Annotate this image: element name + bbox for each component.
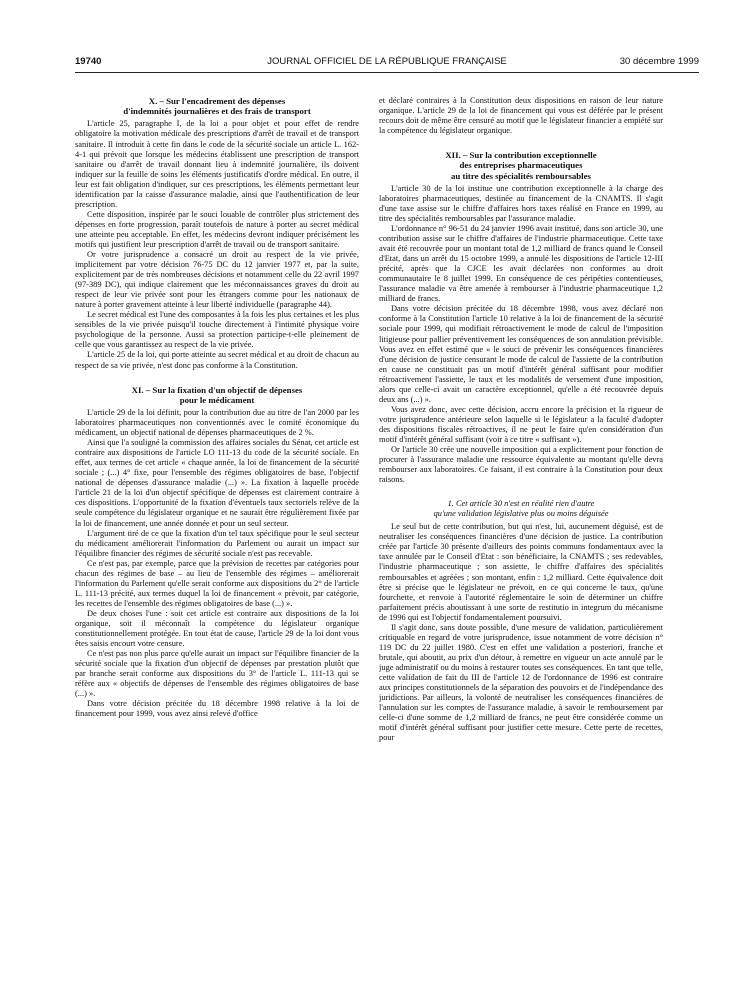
right-column <box>379 96 663 976</box>
section-xii-title-line3: au titre des spécialités remboursables <box>451 170 591 181</box>
section-xii-paragraph: Or l'article 30 crée une nouvelle imposition qui a explicitement pour fonction de procurer à l'assurance maladie une ressource équivalente au montant qu'elle devra rembourser aux laboratoires. Ce faisant, il est contraire à la Constitution pour deux raisons. <box>379 445 663 485</box>
continued-paragraph: et déclaré contraires à la Constitution deux dispositions en raison de leur nature organique. L'article 29 de la loi de financement qui vous est déférée par le présent recours doit de même être censuré au motif que le législateur financier a empiété sur la compétence du législateur organique. <box>379 96 663 136</box>
subsection-1-title-line1: 1. Cet article 30 n'est en réalité rien d'autre <box>447 499 595 509</box>
section-xi-paragraph: L'article 29 de la loi définit, pour la contribution due au titre de l'an 2000 par les laboratoires pharmaceutiques non conventionnés avec le comité économique du médicament, un objectif national de dépenses pharmaceutiques de 2 %. <box>75 407 359 438</box>
section-xi-paragraph: Dans votre décision précitée du 18 décembre 1998 relative à la loi de financement pour 1999, vous avez ainsi relevé d'office <box>75 699 359 719</box>
section-xi-paragraph: De deux choses l'une : soit cet article est contraire aux dispositions de la loi organique, soit il méconnaît la compétence du législateur organique constitutionnellement protégée. En tout état de cause, l'article 29 de la loi dont vous êtes saisis encourt votre censure. <box>75 608 359 649</box>
left-column <box>75 96 359 976</box>
section-x-title-line2: d'indemnités journalières et des frais de transport <box>123 106 311 117</box>
section-xii-paragraph: L'article 30 de la loi institue une contribution exceptionnelle à la charge des laboratoires pharmaceutiques, destinée au financement de la CNAMTS. Il s'agit d'une taxe assise sur le chiffre d'affaires hors taxes réalisé en France en 1999, au titre des spécialités remboursables par l'assurance maladie. <box>379 183 663 223</box>
page-header <box>75 56 699 70</box>
section-x-paragraph: Cette disposition, inspirée par le souci louable de contrôler plus strictement des dépenses en forte progression, paraît toutefois de nature à porter au secret médical une atteinte peu acceptable. En effet, les médecins devront indiquer précisément les motifs qui justifient leur prescription d'arrêt de travail ou de transport sanitaire. <box>75 209 359 249</box>
section-x-title <box>75 96 359 116</box>
section-xii-title-line2: des entreprises pharmaceutiques <box>459 160 583 171</box>
section-x-paragraph: L'article 25 de la loi, qui porte atteinte au secret médical et au droit de chacun au respect de sa vie privée, n'est donc pas conforme à la Constitution. <box>75 350 359 370</box>
section-xii-title <box>379 150 663 181</box>
header-rule <box>75 72 699 73</box>
section-xi-paragraph: Ainsi que l'a souligné la commission des affaires sociales du Sénat, cet article est contraire aux dispositions de l'article LO 111-13 du code de la sécurité sociale. En effet, aux termes de cet article « chaque année, la loi de financement de la sécurité sociale ; (...) 4° fixe, pour l'ensemble des régimes obligatoires de base, l'objectif national de dépenses d'assurance maladie (...) ». La fixation à laquelle procède l'article 21 de la loi d'un objectif spécifique de dépenses est clairement contraire à ces dispositions. L'opportunité de la fixation d'éventuels taux sectoriels relève de la seule compétence du législateur organique et ne saurait être régulièrement fixée par la loi de financement, une année donnée et pour un seul secteur. <box>75 438 359 528</box>
section-x-paragraph: L'article 25, paragraphe I, de la loi a pour objet et pour effet de rendre obligatoire la motivation médicale des prescriptions d'arrêt de travail et de transport sanitaire. Il introduit à cette fin dans le code de la sécurité sociale un article L. 162-4-1 qui prévoit que lorsque les médecins établissent une prescription de transport sanitaire ou d'arrêt de travail donnant lieu à indemnité journalière, ils doivent indiquer sur la feuille de soins les éléments justificatifs d'ordre médical. En outre, il leur est fait obligation d'indiquer, sur ces prescriptions, les éléments permettant leur identification par la caisse d'assurance maladie, ainsi que l'authentification de leur prescription. <box>75 119 359 209</box>
section-xi-title-line2: pour le médicament <box>179 394 255 405</box>
page-number: 19740 <box>75 56 102 67</box>
section-xi-paragraph: L'argument tiré de ce que la fixation d'un tel taux spécifique pour le seul secteur du médicament améliorerait l'information du Parlement ou aurait un impact sur l'équilibre financier des régimes de sécurité sociale n'est pas recevable. <box>75 528 359 558</box>
section-x-paragraph: Or votre jurisprudence a consacré un droit au respect de la vie privée, implicitement par votre décision 76-75 DC du 12 janvier 1977 et, par la suite, explicitement par de très nombreuses décisions et notamment celle du 22 avril 1997 (97-389 DC), qui indique clairement que les méconnaissances graves du droit au respect de leur vie privée sont pour les étrangers comme pour les nationaux de nature à porter gravement atteinte à leur liberté individuelle (paragraphe 44). <box>75 250 359 310</box>
section-x-paragraph: Le secret médical est l'une des composantes à la fois les plus certaines et les plus sensibles de la vie privée puisqu'il touche directement à l'intimité physique voire psychologique de la personne. Aussi sa protection participe-t-elle pleinement de celle que vous garantissez au respect de la vie privée. <box>75 310 359 350</box>
section-xii-paragraph: L'ordonnance n° 96-51 du 24 janvier 1996 avait institué, dans son article 30, une contribution assise sur le chiffre d'affaires de l'industrie pharmaceutique. Cette taxe avait été recouvrée pour un montant total de 1,2 milliard de francs quand le Conseil d'Etat, dans un arrêt du 15 octobre 1999, a annulé les dispositions de l'article 12-III précité, après que la CJCE les avait déclarées non conformes au droit communautaire le 8 juillet 1999. En conséquence de ces péripéties contentieuses, l'assurance maladie va être amenée à rembourser à l'industrie pharmaceutique 1,2 milliard de francs. <box>379 223 663 304</box>
section-xii-title-line1: XII. – Sur la contribution exceptionnelle <box>445 150 597 161</box>
section-xii-paragraph: Vous avez donc, avec cette décision, accru encore la précision et la rigueur de votre jurisprudence antérieure selon laquelle si le législateur a la faculté d'adopter des dispositions fiscales rétroactives, il ne peut le faire qu'en considération d'un motif d'intérêt général suffisant (voir à ce titre « suffisant »). <box>379 404 663 444</box>
section-xi-paragraph: Ce n'est pas non plus parce qu'elle aurait un impact sur l'équilibre financier de la sécurité sociale que la fixation d'un objectif de dépenses par prestation plutôt que par branche serait conforme aux dispositions du 3° de l'article L. 111-13 qui se réfère aux « objectifs de dépenses de l'ensemble des régimes obligatoires de base (...) ». <box>75 649 359 699</box>
issue-date: 30 décembre 1999 <box>619 56 699 67</box>
section-x-title-line1: X. – Sur l'encadrement des dépenses <box>148 96 286 106</box>
section-xi-title <box>75 385 359 405</box>
section-xii-paragraph: Dans votre décision précitée du 18 décembre 1998, vous avez déclaré non conforme à la Constitution l'article 10 relative à la loi de financement de la sécurité sociale pour 1999, qui modifiait rétroactivement le mode de calcul de l'imposition litigieuse pour pallier préventivement les conséquences de son annulation prévisible. Vous avez en effet estimé que « le souci de prévenir les conséquences financières d'une décision de justice censurant le mode de calcul de l'assiette de la contribution en cause ne constituait pas un motif d'intérêt général suffisant pour modifier rétroactivement l'assiette, le taux et les modalités de versement d'une imposition, alors que celle-ci avait un caractère exceptionnel, qu'elle a été recouvrée depuis deux ans (...) ». <box>379 304 663 404</box>
subsection-1-title <box>379 499 663 519</box>
subsection-1-paragraph: Le seul but de cette contribution, but qui n'est, lui, aucunement déguisé, est de neutraliser les conséquences financières d'une décision de justice. La contribution créée par l'article 30 présente d'ailleurs des points communs fondamentaux avec la taxe annulée par le Conseil d'Etat : son bénéficiaire, la CNAMTS ; ses redevables, l'industrie pharmaceutique ; son assiette, le chiffre d'affaires des spécialités remboursables et agréées ; son montant, enfin : 1,2 milliard. Cette équivalence doit être si précise que le législateur ne prévoit, en ce qui concerne le taux, qu'une fourchette, et renvoie à l'autorité réglementaire le soin de déterminer un chiffre parfaitement précis aboutissant à une sorte de restitutio in integrum du mécanisme de 1996 qui est l'objectif fondamentalement poursuivi. <box>379 522 663 622</box>
subsection-1-title-line2: qu'une validation législative plus ou moins déguisée <box>433 509 609 519</box>
subsection-1-paragraph: Il s'agit donc, sans doute possible, d'une mesure de validation, particulièrement critiquable en regard de votre jurisprudence, issue notamment de votre décision n° 119 DC du 22 juillet 1980. C'est en effet une validation a posteriori, franche et brutale, qui aboutit, au prix d'un détour, à remettre en vigueur un acte annulé par le juge administratif ou du moins à restaurer toutes ses conséquences. En tant que telle, cette validation de fait du III de l'article 12 de l'ordonnance de 1996 est contraire aux principes constitutionnels de la séparation des pouvoirs et de l'indépendance des juridictions. Par ailleurs, la volonté de neutraliser les conséquences financières de l'annulation sur les comptes de l'assurance maladie, à savoir le remboursement par celle-ci d'une somme de 1,2 milliard de francs, ne peut être considérée comme un motif d'intérêt général suffisant pour justifier cette mesure. Cette perte de recettes, pour <box>379 622 663 743</box>
section-xi-paragraph: Ce n'est pas, par exemple, parce que la prévision de recettes par catégories pour chacun des régimes de base – au lieu de l'ensemble des régimes – améliorerait l'information du Parlement qu'elle serait conforme aux dispositions du 2° de l'article L. 111-13 précité, aux termes duquel la loi de financement « prévoit, par catégorie, les recettes de l'ensemble des régimes obligatoires de base (...) ». <box>75 558 359 608</box>
section-xi-title-line1: XI. – Sur la fixation d'un objectif de dépenses <box>131 384 303 395</box>
journal-title: JOURNAL OFFICIEL DE LA RÉPUBLIQUE FRANÇAISE <box>267 56 507 67</box>
